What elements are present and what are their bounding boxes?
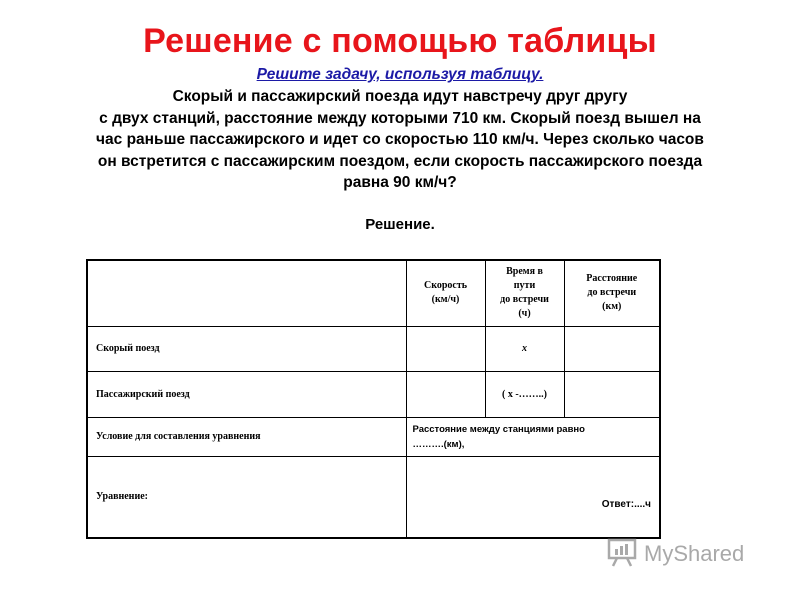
header-speed: Скорость (км/ч) <box>406 260 485 326</box>
cell-passenger-time: ( x -……..) <box>485 371 564 417</box>
header-empty-cell <box>87 260 406 326</box>
problem-line: Скорый и пассажирский поезда идут навстречу друг другу <box>172 88 628 105</box>
table-row-express <box>87 326 660 371</box>
header-distance: Расстояние до встречи (км) <box>564 260 660 326</box>
header-time: Время в пути до встречи (ч) <box>485 260 564 326</box>
slide-subtitle: Решите задачу, используя таблицу. <box>256 66 544 83</box>
solution-label: Решение. <box>365 216 435 233</box>
watermark-text: MyShared <box>644 541 745 566</box>
table-row-passenger <box>87 371 660 417</box>
cell-express-speed <box>406 326 485 371</box>
row-label-condition: Условие для составления уравнения <box>87 417 406 456</box>
row-label-equation: Уравнение: <box>87 456 406 538</box>
slide-title: Решение с помощью таблицы <box>143 22 657 60</box>
cell-express-time: x <box>485 326 564 371</box>
presentation-board-icon <box>606 537 638 572</box>
problem-line: час раньше пассажирского и идет со скоростью 110 км/ч. Через сколько часов <box>96 131 704 148</box>
watermark <box>606 536 776 572</box>
cell-passenger-distance <box>564 371 660 417</box>
row-label-passenger: Пассажирский поезд <box>87 371 406 417</box>
cell-condition-text: Расстояние между станциями равно ……….(км), <box>406 417 660 456</box>
problem-statement <box>40 86 760 194</box>
problem-line: он встретится с пассажирским поездом, если скорость пассажирского поезда <box>97 152 703 170</box>
cell-passenger-speed <box>406 371 485 417</box>
cell-express-distance <box>564 326 660 371</box>
row-label-express: Скорый поезд <box>87 326 406 371</box>
table-row-equation <box>87 456 660 538</box>
answer-text: Ответ:....ч <box>601 498 651 510</box>
problem-line: с двух станций, расстояние между которыми 710 км. Скорый поезд вышел на <box>99 109 701 127</box>
solution-table <box>86 259 661 539</box>
table-header-row <box>87 260 660 326</box>
table-row-condition <box>87 417 660 456</box>
cell-equation <box>406 456 660 538</box>
problem-line: равна 90 км/ч? <box>343 174 457 191</box>
